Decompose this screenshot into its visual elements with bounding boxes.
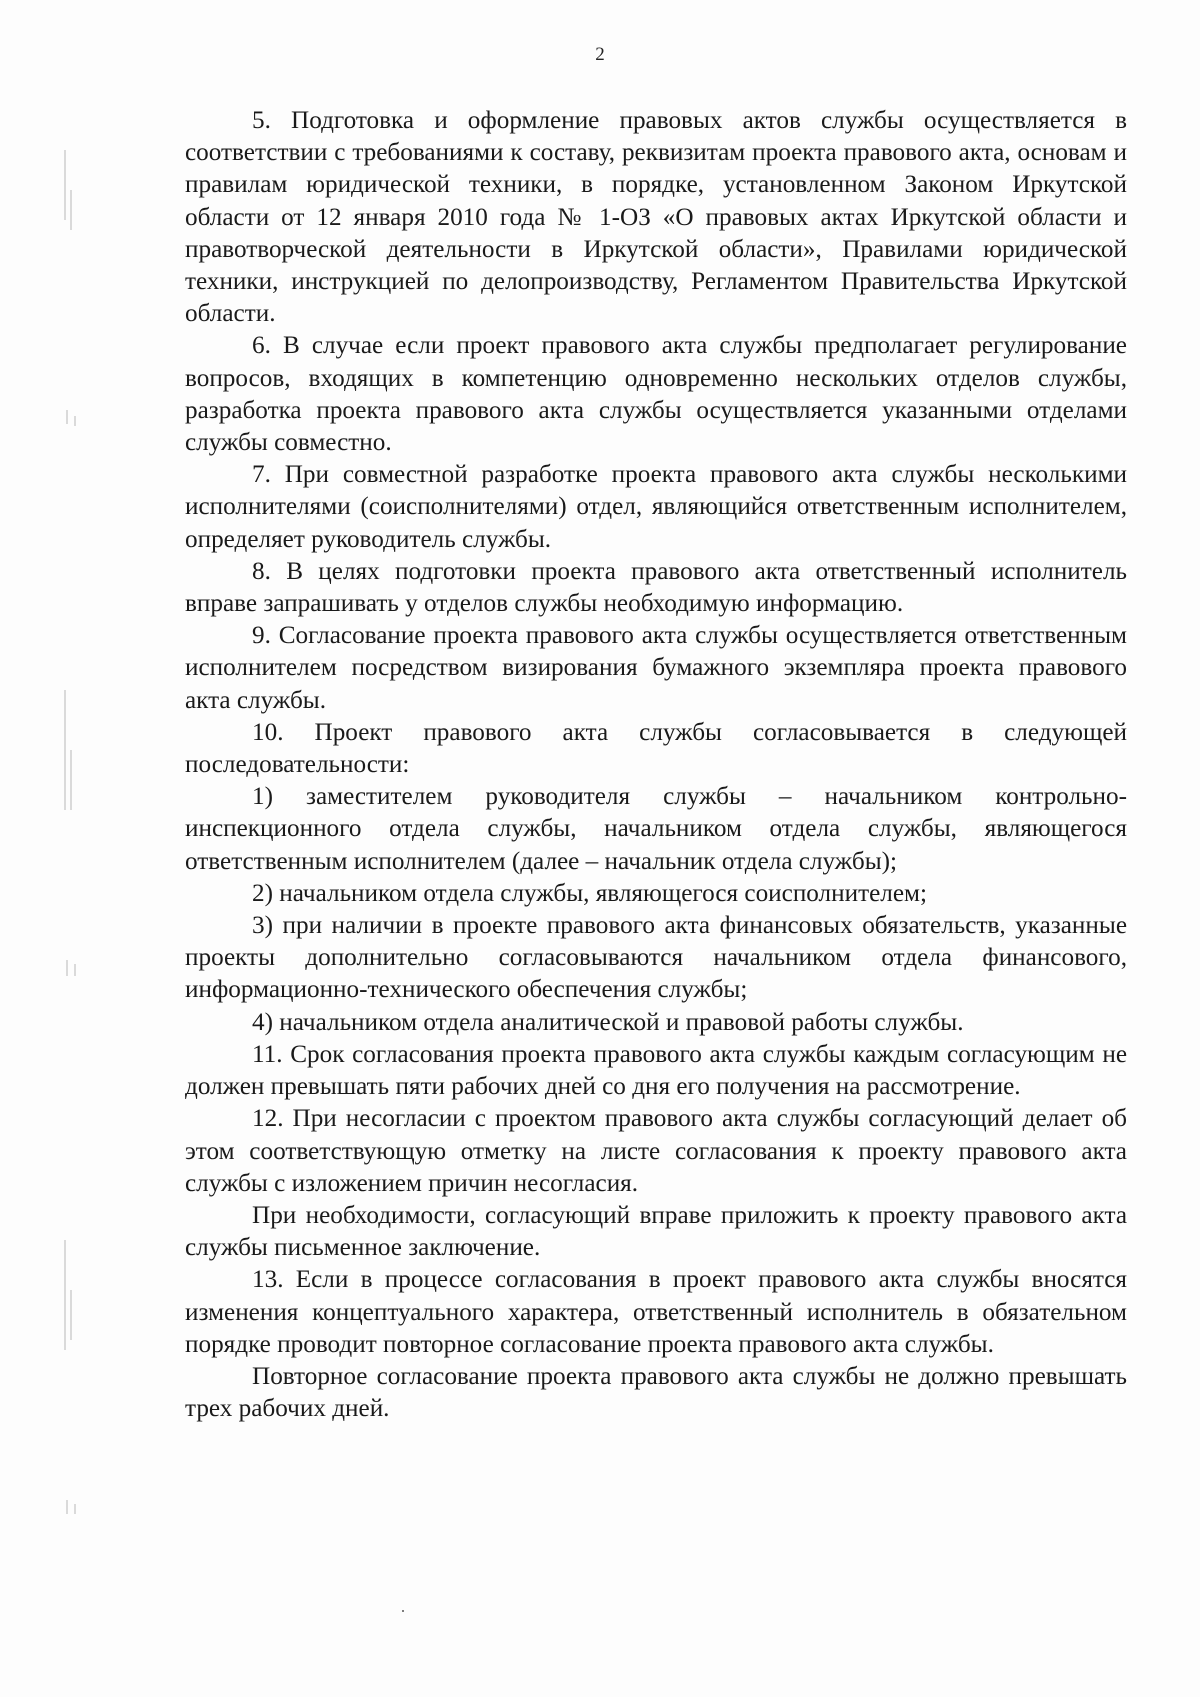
clause-10-item-2: 2) начальником отдела службы, являющегося соисполнителем;	[252, 879, 927, 907]
document-body	[185, 105, 1127, 1425]
scan-margin-artifacts	[60, 0, 100, 1697]
clause-7: 7. При совместной разработке проекта правового акта службы несколькими исполнителями (соисполнителями) отдел, являющийся ответственным исполнителем, определяет руководитель службы.	[185, 461, 1127, 553]
clause-12: 12. При несогласии с проектом правового акта службы согласующий делает об этом соответствующую отметку на листе согласования к проекту правового акта службы с изложением причин несогласия.	[185, 1105, 1127, 1197]
clause-11: 11. Срок согласования проекта правового акта службы каждым согласующим не должен превышать пяти рабочих дней со дня его получения на рассмотрение.	[185, 1040, 1127, 1101]
clause-13: 13. Если в процессе согласования в проект правового акта службы вносятся изменения концептуального характера, ответственный исполнитель в обязательном порядке проводит повторное согласование проекта правового акта службы.	[185, 1266, 1127, 1358]
clause-10: 10. Проект правового акта службы согласовывается в следующей последовательности:	[185, 718, 1127, 779]
page-number: 2	[595, 44, 605, 65]
clause-10-item-1: 1) заместителем руководителя службы – начальником контрольно-инспекционного отдела службы, начальником отдела службы, являющегося ответственным исполнителем (далее – начальник отдела службы);	[185, 783, 1127, 875]
clause-8: 8. В целях подготовки проекта правового акта ответственный исполнитель вправе запрашивать у отделов службы необходимую информацию.	[185, 557, 1127, 618]
clause-10-item-4: 4) начальником отдела аналитической и правовой работы службы.	[252, 1008, 964, 1036]
clause-6: 6. В случае если проект правового акта службы предполагает регулирование вопросов, входящих в компетенцию одновременно нескольких отделов службы, разработка проекта правового акта службы осуществляется указанными отделами службы совместно.	[185, 332, 1127, 457]
scan-speck	[402, 1610, 404, 1612]
clause-13-continuation: Повторное согласование проекта правового акта службы не должно превышать трех рабочих дней.	[185, 1362, 1127, 1423]
clause-9: 9. Согласование проекта правового акта службы осуществляется ответственным исполнителем посредством визирования бумажного экземпляра проекта правового акта службы.	[185, 622, 1127, 714]
clause-5: 5. Подготовка и оформление правовых актов службы осуществляется в соответствии с требованиями к составу, реквизитам проекта правового акта, основам и правилам юридической техники, в порядке, установленном Законом Иркутской области от 12 января 2010 года № 1-ОЗ «О правовых актах Иркутской области и правотворческой деятельности в Иркутской области», Правилами юридической техники, инструкцией по делопроизводству, Регламентом Правительства Иркутской области.	[185, 107, 1127, 328]
clause-10-item-3: 3) при наличии в проекте правового акта финансовых обязательств, указанные проекты дополнительно согласовываются начальником отдела финансового, информационно-технического обеспечения службы;	[185, 912, 1127, 1004]
clause-12-continuation: При необходимости, согласующий вправе приложить к проекту правового акта службы письменное заключение.	[185, 1201, 1127, 1262]
